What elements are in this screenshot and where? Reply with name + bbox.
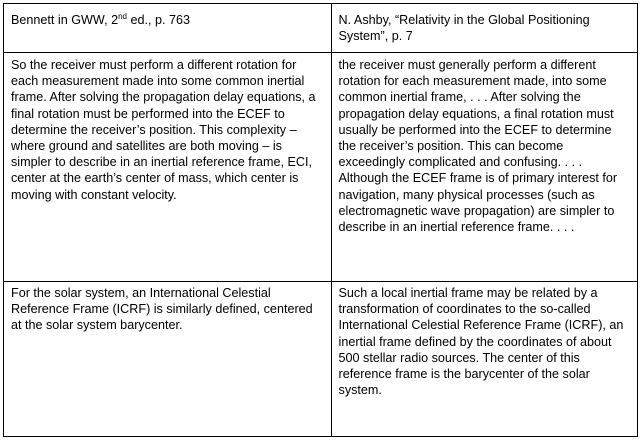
left-header-cell [4, 4, 332, 53]
right-quote-text: the receiver must generally perform a different rotation for each measurement made, into some common inertial frame, . . . After solving the propagation delay equations, a final rotation must usually be performed into the ECEF to determine the receiver’s position. This can become exceedingly complicated and confusing. . . . Although the ECEF frame is of primary interest for navigation, many physical processes (such as electromagnetic wave propagation) are simpler to describe in an inertial reference frame. . . . [338, 58, 618, 235]
right-icrf-text: Such a local inertial frame may be related by a transformation of coordinates to the so-called International Celestial Reference Frame (ICRF), an inertial frame defined by the coordinates of about 500 stellar radio sources. The center of this reference frame is the barycenter of the solar system. [338, 286, 624, 398]
table-header-row [4, 4, 638, 53]
left-quote-cell [4, 53, 332, 282]
left-header-text [11, 12, 326, 46]
left-header-prefix: Bennett in GWW, 2 [11, 13, 119, 27]
left-icrf-cell [4, 282, 332, 437]
comparison-table [3, 3, 638, 437]
right-icrf-cell [331, 282, 637, 437]
left-icrf-text: For the solar system, an International Celestial Reference Frame (ICRF) is similarly defined, centered at the solar system barycenter. [11, 286, 313, 333]
table-row [4, 282, 638, 437]
left-header-suffix: ed., p. 763 [127, 13, 191, 27]
left-header-superscript: nd [118, 12, 127, 21]
left-quote-text: So the receiver must perform a different rotation for each measurement made into some common inertial frame. After solving the propagation delay equations, a final rotation must be performed into the ECEF to determine the receiver’s position. This complexity – where ground and satellites are both moving – is simpler to describe in an inertial reference frame, ECI, center at the earth’s center of mass, which center is moving with constant velocity. [11, 58, 316, 202]
right-quote-cell [331, 53, 637, 282]
table-row [4, 53, 638, 282]
right-header-cell [331, 4, 637, 53]
right-header-text: N. Ashby, “Relativity in the Global Positioning System”, p. 7 [338, 13, 590, 44]
